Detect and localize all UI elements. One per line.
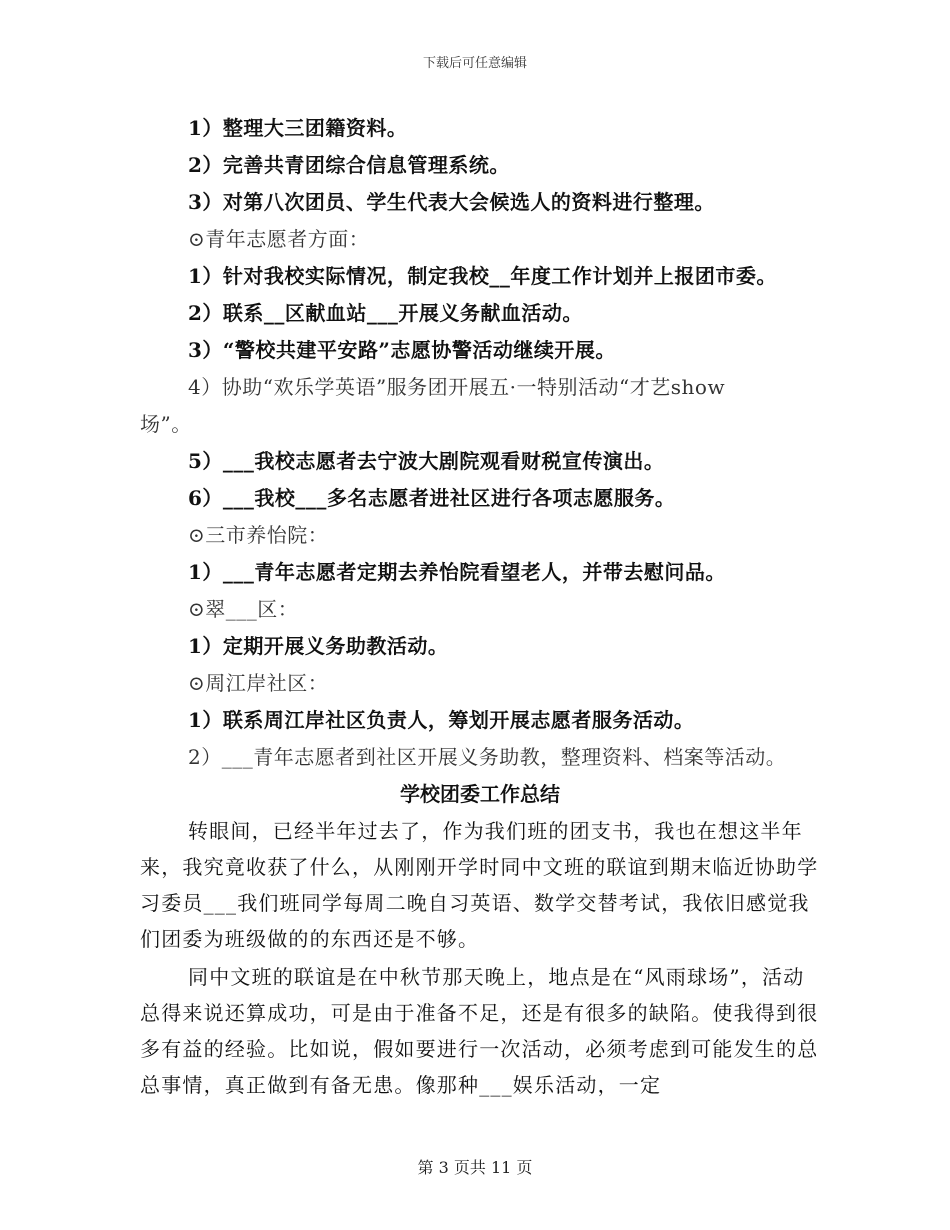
list-item: 3）对第八次团员、学生代表大会候选人的资料进行整理。 bbox=[188, 190, 715, 214]
list-item: 3）“警校共建平安路”志愿协警活动继续开展。 bbox=[188, 338, 616, 362]
list-item: 2）___青年志愿者到社区开展义务助教，整理资料、档案等活动。 bbox=[188, 745, 787, 769]
list-item: 6）___我校___多名志愿者进社区进行各项志愿服务。 bbox=[188, 486, 676, 510]
list-item: 2）联系__区献血站___开展义务献血活动。 bbox=[188, 301, 583, 325]
list-item: 1）针对我校实际情况，制定我校__年度工作计划并上报团市委。 bbox=[188, 264, 777, 288]
list-item: 1）整理大三团籍资料。 bbox=[188, 116, 408, 140]
list-item: 1）___青年志愿者定期去养怡院看望老人，并带去慰问品。 bbox=[188, 560, 726, 584]
section-heading: ⊙周江岸社区： bbox=[188, 671, 329, 695]
list-item: 4）协助“欢乐学英语”服务团开展五·一特别活动“才艺show bbox=[188, 375, 726, 399]
paragraph: 转眼间，已经半年过去了，作为我们班的团支书，我也在想这半年来，我究竟收获了什么，从刚刚开学时同中文班的联谊到期末临近协助学习委员___我们班同学每周二晚自习英语、数学交替考试，我依旧感觉我们团委为班级做的的东西还是不够。 bbox=[140, 819, 819, 951]
list-item: 1）定期开展义务助教活动。 bbox=[188, 634, 449, 658]
section-heading: ⊙三市养怡院： bbox=[188, 523, 329, 547]
section-title: 学校团委工作总结 bbox=[400, 782, 560, 806]
body-text bbox=[140, 813, 820, 1103]
list-item-continuation: 场”。 bbox=[140, 412, 192, 436]
list-item: 1）联系周江岸社区负责人，筹划开展志愿者服务活动。 bbox=[188, 708, 695, 732]
section-heading: ⊙青年志愿者方面： bbox=[188, 227, 370, 251]
list-item: 5）___我校志愿者去宁波大剧院观看财税宣传演出。 bbox=[188, 449, 665, 473]
page-content bbox=[140, 110, 820, 1103]
page-footer: 第 3 页共 11 页 bbox=[417, 1158, 533, 1177]
list-item: 2）完善共青团综合信息管理系统。 bbox=[188, 153, 510, 177]
section-heading: ⊙翠___区： bbox=[188, 597, 299, 621]
paragraph: 同中文班的联谊是在中秋节那天晚上，地点是在“风雨球场”，活动总得来说还算成功，可是由于准备不足，还是有很多的缺陷。使我得到很多有益的经验。比如说，假如要进行一次活动，必须考虑到可能发生的总总事情，真正做到有备无患。像那种___娱乐活动，一定 bbox=[140, 965, 819, 1097]
page-header: 下载后可任意编辑 bbox=[422, 56, 527, 71]
